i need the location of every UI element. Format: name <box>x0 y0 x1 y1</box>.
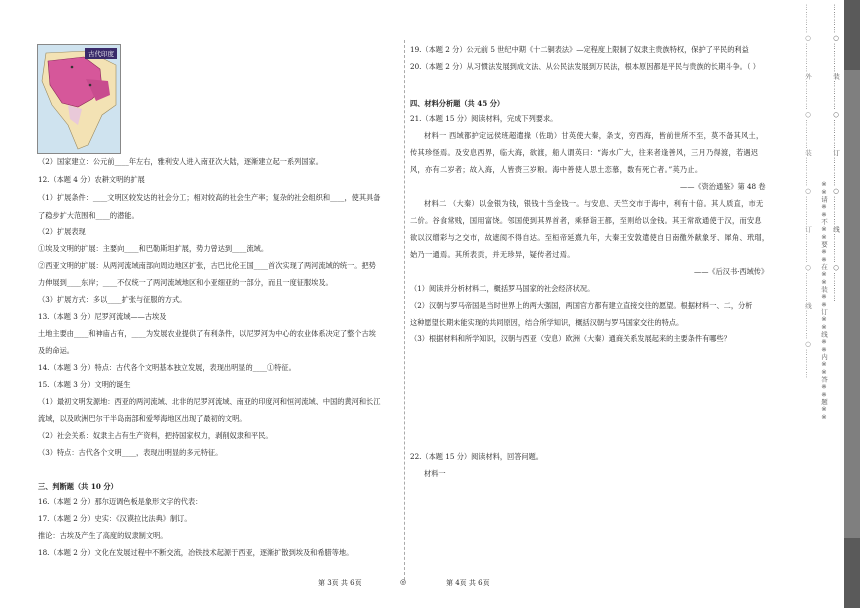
inner-dotted-line: …………○…………外…………○…………装…………○…………订…………○…………线…………○………… <box>804 4 812 379</box>
question-15: 15.（本题 3 分）文明的诞生 <box>38 380 131 389</box>
text-line: 流域，以及欧洲巴尔干半岛南部和爱琴海地区出现了最初的文明。 <box>38 414 247 423</box>
text-line: 推论：古埃及产生了高度的奴隶制文明。 <box>38 531 168 540</box>
binding-band <box>844 0 860 70</box>
map-title: 古代印度 <box>85 48 117 59</box>
source-citation: ——《后汉书·西域传》 <box>694 267 769 276</box>
text-line: 力伸展到____东岸；____不仅统一了两河流域地区和小亚细亚的一部分，而且一度征服埃及。 <box>38 278 333 287</box>
question-19: 19.（本题 2 分）公元前 5 世纪中期《十二铜表法》—定程度上限制了奴隶主贵族特权，保护了平民的利益 <box>410 45 749 54</box>
section-heading-judgement: 三、判断题（共 10 分） <box>38 482 118 491</box>
question-18: 18.（本题 2 分）文化在发展过程中不断交流，冶铁技术起源于西亚，逐渐扩散到埃及和希腊等地。 <box>38 548 354 557</box>
question-20: 20.（本题 2 分）从习惯法发展到成文法、从公民法发展到万民法，根本原因都是平民与贵族的长期斗争。（ ） <box>410 62 760 71</box>
section-heading-material: 四、材料分析题（共 45 分） <box>410 99 505 108</box>
left-column <box>34 0 407 608</box>
material-label: 材料一 <box>424 469 446 478</box>
outer-dotted-line: …………○…………装…………○…………订…………○…………线…………○………… <box>832 4 840 303</box>
page-number-right: 第 4页 共 6页 <box>446 579 490 587</box>
question-16: 16.（本题 2 分）那尔迈调色板是象形文字的代表： <box>38 497 203 506</box>
material-1-line: 风，亦有二岁者；故入海，人皆赍三岁粮。海中善使人思土恋慕，数有死亡者。”英乃止。 <box>410 165 703 174</box>
text-line: （2）社会关系：奴隶主占有生产资料，把持国家权力，剥削奴隶和平民。 <box>38 431 273 440</box>
text-line: （2）扩展表现 <box>38 227 86 236</box>
question-12: 12.（本题 4 分）农耕文明的扩展 <box>38 175 145 184</box>
text-line: 了稳步扩大范围和____的潜能。 <box>38 211 139 220</box>
question-21: 21.（本题 15 分）阅读材料，完成下列要求。 <box>410 114 558 123</box>
question-17: 17.（本题 2 分）史实：《汉谟拉比法典》制订。 <box>38 514 192 523</box>
column-divider <box>404 40 405 580</box>
material-1-line: 材料一 西域都护定远侯班超遣掾（佐助）甘英使大秦，条支，穷西海，皆前世所不至，莫不备其风土， <box>424 131 764 140</box>
outer-binding-strip <box>844 0 860 608</box>
material-2-line: 欲以汉缯彩与之交市，故遮阂不得自达。至桓帝延熹九年，大秦王安敦遣使自日南徼外献象牙、犀角、玳瑁， <box>410 233 770 242</box>
text-line: （3）特点：古代各个文明____，表现出明显的多元特征。 <box>38 448 223 457</box>
text-line: （1）扩展条件：____文明区较发达的社会分工；相对较高的社会生产率；复杂的社会组织和____，使其具备 <box>38 193 381 202</box>
page-number-left: 第 3页 共 6页 <box>318 579 362 587</box>
source-citation: ——《资治通鉴》第 48 卷 <box>680 182 766 191</box>
text-line: ①埃及文明的扩展：主要向____和巴勒斯坦扩展，势力曾达到____流域。 <box>38 244 269 253</box>
material-2-line: 始乃一通焉。其所表贡，并无珍异，疑传者过焉。 <box>410 250 575 259</box>
sub-question: （1）阅读并分析材料二，概括罗马国家的社会经济状况。 <box>410 284 595 293</box>
text-line: ②西亚文明的扩展：从两河流域南部向周边地区扩张，古巴比伦王国____首次实现了两河流域的统一。把势 <box>38 261 376 270</box>
sub-question: （3）根据材料和所学知识，汉朝与西亚（安息）欧洲（大秦）通商关系发展起来的主要条件有哪些？ <box>410 334 731 343</box>
question-14: 14.（本题 3 分）特点：古代各个文明基本独立发展，表现出明显的____①特征。 <box>38 363 296 372</box>
text-line: 土地主要由____和神庙占有，____为发展农业提供了有利条件，以尼罗河为中心的农业体系决定了整个古埃 <box>38 329 376 338</box>
text-line: 及的命运。 <box>38 346 74 355</box>
question-22: 22.（本题 15 分）阅读材料，回答问题。 <box>410 452 543 461</box>
material-1-line: 传其珍怪焉。及安息西界，临大海，欲渡，船人谓英曰：“海水广大，往来者逢善风，三月乃得渡，若遇迟 <box>410 148 759 157</box>
page-separator: ◎ <box>400 578 407 586</box>
text-line: （3）扩展方式：多以____扩张与征服的方式。 <box>38 295 187 304</box>
sub-question: （2）汉朝与罗马帝国是当时世界上的两大强国，两国官方都有建立直接交往的愿望。根据材料一、二，分析 <box>410 301 753 310</box>
material-2-line: 二价。谷食常贱，国用富饶。邻国使到其界首者，乘驿诣王都，至则给以金钱。其王常欲通使于汉，而安息 <box>410 216 762 225</box>
text-line: （2）国家建立：公元前____年左右，雅利安人进入南亚次大陆，逐渐建立起一系列国家。 <box>38 157 323 166</box>
material-2-line: 材料二 （大秦）以金银为钱，银钱十当金钱一。与安息、天竺交市于海中，利有十倍。其人质直，市无 <box>424 199 764 208</box>
question-13: 13.（本题 3 分）尼罗河流域——古埃及 <box>38 312 167 321</box>
sub-question: 这种愿望长期未能实现的共同原因，结合所学知识，概括汉朝与罗马国家交往的特点。 <box>410 318 684 327</box>
binding-band <box>844 538 860 608</box>
binding-margin <box>802 0 860 608</box>
right-column <box>410 0 780 608</box>
no-answer-warning: ※※请※※不※※要※※在※※装※※订※※线※※内※※答※※题※※ <box>820 180 828 421</box>
text-line: （1）最初文明发源地：西亚的两河流域、北非的尼罗河流域、南亚的印度河和恒河流域、中国的黄河和长江 <box>38 397 381 406</box>
